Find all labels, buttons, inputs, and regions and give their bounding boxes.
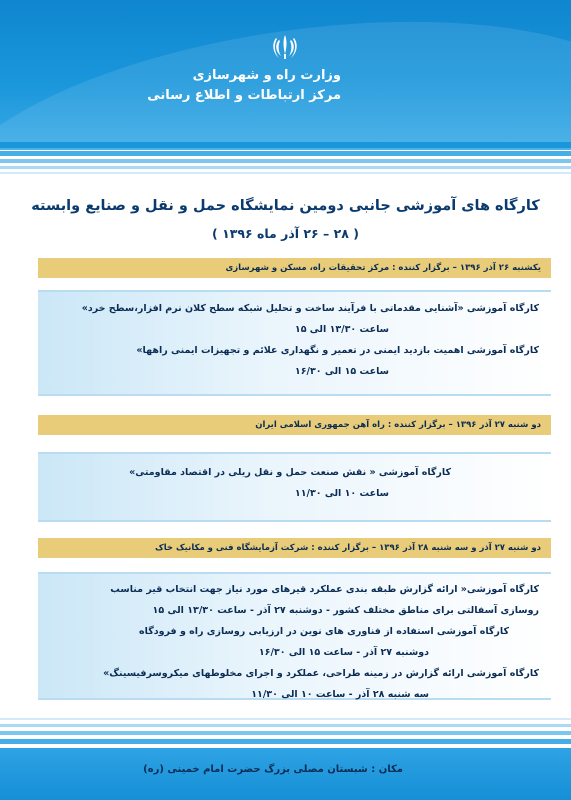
session-2-line-1: کارگاه آموزشی « نقش صنعت حمل و نقل ریلی در اقتصاد مقاومتی» <box>129 467 451 478</box>
page-title: کارگاه های آموزشی جانبی دومین نمایشگاه حمل و نقل و صنایع وابسته <box>31 198 540 214</box>
session-3-line-2: روسازی آسفالتی برای مناطق مختلف کشور - دوشنبه ۲۷ آذر - ساعت ۱۳/۳۰ الی ۱۵ <box>152 605 539 616</box>
session-3-box <box>38 572 551 700</box>
session-1-box <box>38 290 551 396</box>
session-1-line-2: ساعت ۱۳/۳۰ الی ۱۵ <box>294 324 389 335</box>
session-1-line-3: کارگاه آموزشی اهمیت بازدید ایمنی در تعمیر و نگهداری علائم و تجهیزات ایمنی راهها» <box>136 345 539 356</box>
header-stripes <box>0 142 571 184</box>
location-text: مکان : شبستان مصلی بزرگ حضرت امام خمینی (ره) <box>143 764 403 775</box>
session-1-header: یکشنبه ۲۶ آذر ۱۳۹۶ – برگزار کننده : مرکز تحقیقات راه، مسکن و شهرسازی <box>38 258 551 278</box>
iran-emblem-icon <box>270 32 300 62</box>
page-subtitle: ( ۲۸ – ۲۶ آذر ماه ۱۳۹۶ ) <box>212 226 359 241</box>
ministry-block <box>41 66 341 106</box>
session-3-line-5: کارگاه آموزشی ارائه گزارش در زمینه طراحی، عملکرد و اجرای مخلوطهای میکروسرفیسینگ» <box>103 668 539 679</box>
session-3-header: دو شنبه ۲۷ آذر و سه شنبه ۲۸ آذر ۱۳۹۶ – برگزار کننده : شرکت آزمایشگاه فنی و مکانیک خاک <box>38 538 551 558</box>
session-1-line-1: کارگاه آموزشی «آشنایی مقدماتی با فرآیند ساخت و تحلیل شبکه سطح کلان نرم افزار،سطح خرد» <box>81 303 539 314</box>
session-3-line-3: کارگاه آموزشی استفاده از فناوری های نوین در ارزیابی روسازی راه و فرودگاه <box>139 626 509 637</box>
ministry-name: وزارت راه و شهرسازی <box>192 68 341 83</box>
session-3-line-4: دوشنبه ۲۷ آذر - ساعت ۱۵ الی ۱۶/۳۰ <box>258 647 429 658</box>
center-name: مرکز ارتباطات و اطلاع رسانی <box>147 88 341 103</box>
session-2-header: دو شنبه ۲۷ آذر ۱۳۹۶ – برگزار کننده : راه آهن جمهوری اسلامی ایران <box>38 415 551 435</box>
footer-stripes <box>0 712 571 752</box>
session-1-line-4: ساعت ۱۵ الی ۱۶/۳۰ <box>294 366 389 377</box>
session-2-line-2: ساعت ۱۰ الی ۱۱/۳۰ <box>294 488 389 499</box>
session-2-box <box>38 452 551 522</box>
header-banner <box>0 0 571 150</box>
session-3-line-1: کارگاه آموزشی« ارائه گزارش طبقه بندی عملکرد قیرهای مورد نیاز جهت انتخاب قیر مناسب <box>110 584 539 595</box>
session-3-line-6: سه شنبه ۲۸ آذر - ساعت ۱۰ الی ۱۱/۳۰ <box>251 689 429 700</box>
